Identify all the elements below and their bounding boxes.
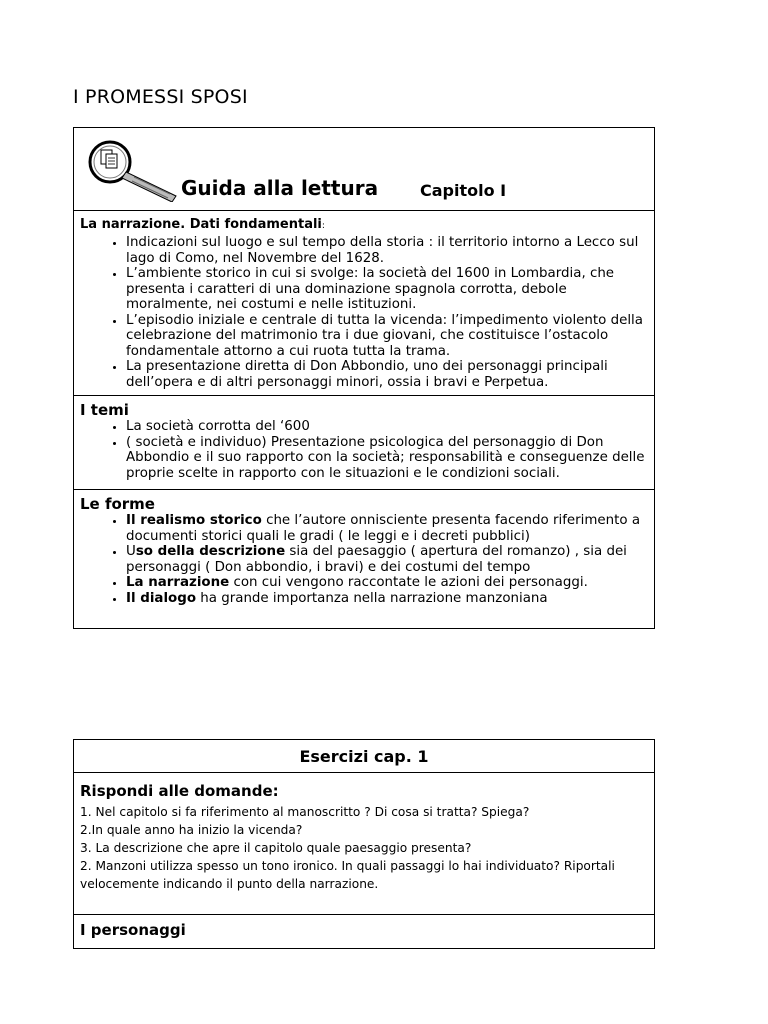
forms-list bbox=[80, 513, 648, 606]
list-item: • L’ambiente storico in cui si svolge: la società del 1600 in Lombardia, che presenta i caratteri di una dominazione spagnola corrotta, debole moralmente, nei costumi e nelle istituzioni. bbox=[126, 266, 648, 313]
narration-list bbox=[80, 235, 648, 390]
forms-section bbox=[74, 490, 654, 606]
list-item: • La società corrotta del ‘600 bbox=[126, 419, 648, 435]
question: 1. Nel capitolo si fa riferimento al manoscritto ? Di cosa si tratta? Spiega? bbox=[80, 805, 530, 819]
list-item: • L’episodio iniziale e centrale di tutta la vicenda: l’impedimento violento della celebrazione del matrimonio tra i due giovani, che costituisce l’ostacolo fondamentale attorno a cui ruota tutta la trama. bbox=[126, 313, 648, 360]
narration-section bbox=[74, 211, 654, 396]
exercises-box bbox=[73, 739, 655, 949]
narration-title: La narrazione. Dati fondamentali: bbox=[80, 217, 325, 232]
magnifying-glass-icon bbox=[84, 138, 184, 202]
list-item: • ( società e individuo) Presentazione psicologica del personaggio di Don Abbondio e il suo rapporto con la società; responsabilità e conseguenze delle proprie scelte in rapporto con le situazioni e le condizioni sociali. bbox=[126, 435, 648, 482]
list-item: • La narrazione con cui vengono raccontate le azioni dei personaggi. bbox=[126, 575, 648, 591]
themes-section bbox=[74, 396, 654, 490]
exercises-title: Esercizi cap. 1 bbox=[74, 740, 654, 773]
list-item: • La presentazione diretta di Don Abbondio, uno dei personaggi principali dell’opera e di altri personaggi minori, ossia i bravi e Perpetua. bbox=[126, 359, 648, 390]
questions-section bbox=[74, 773, 654, 915]
reading-guide-box bbox=[73, 127, 655, 629]
questions-title: Rispondi alle domande: bbox=[80, 782, 279, 800]
guide-header bbox=[74, 128, 654, 211]
question: 3. La descrizione che apre il capitolo quale paesaggio presenta? bbox=[80, 841, 472, 855]
characters-title: I personaggi bbox=[80, 921, 186, 939]
document-title: I PROMESSI SPOSI bbox=[73, 86, 248, 108]
themes-list bbox=[80, 419, 648, 481]
list-item: • Indicazioni sul luogo e sul tempo della storia : il territorio intorno a Lecco sul lago di Como, nel Novembre del 1628. bbox=[126, 235, 648, 266]
list-item: • Uso della descrizione sia del paesaggio ( apertura del romanzo) , sia dei personaggi ( Don abbondio, i bravi) e dei costumi del tempo bbox=[126, 544, 648, 575]
list-item: • Il dialogo ha grande importanza nella narrazione manzoniana bbox=[126, 591, 648, 607]
chapter-title: Capitolo I bbox=[420, 181, 507, 200]
guide-title: Guida alla lettura bbox=[181, 176, 379, 200]
themes-title: I temi bbox=[80, 401, 129, 419]
forms-title: Le forme bbox=[80, 495, 155, 513]
list-item: • Il realismo storico che l’autore onnisciente presenta facendo riferimento a documenti storici quali le gradi ( le leggi e i decreti pubblici) bbox=[126, 513, 648, 544]
question: 2.In quale anno ha inizio la vicenda? bbox=[80, 823, 303, 837]
question: 2. Manzoni utilizza spesso un tono ironico. In quali passaggi lo hai individuato? Riportali velocemente indicando il punto della narrazione. bbox=[80, 859, 615, 891]
